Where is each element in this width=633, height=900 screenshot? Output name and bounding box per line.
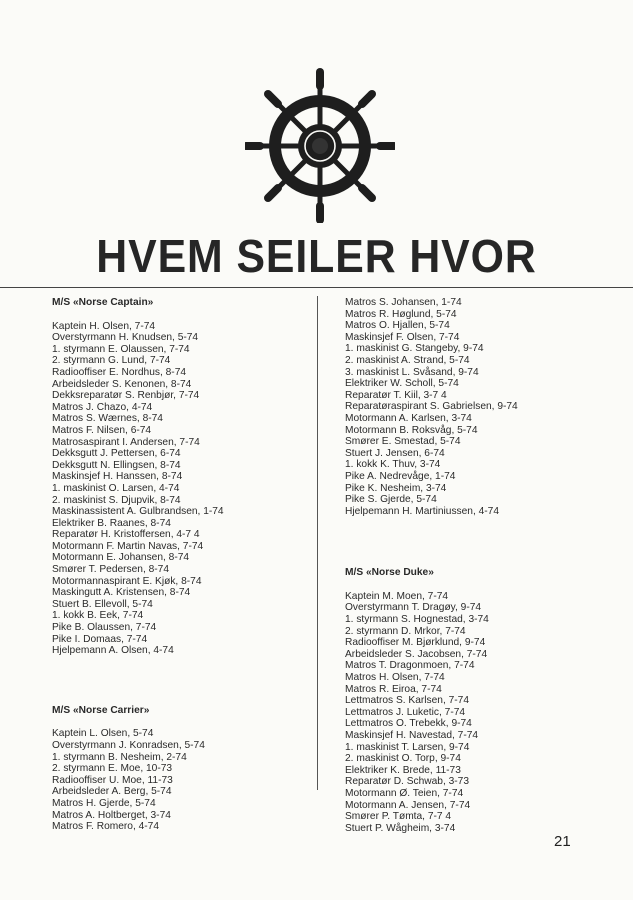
crew-entry: 1. maskinist G. Stangeby, 9-74 bbox=[345, 343, 484, 355]
crew-entry: 1. styrmann S. Hognestad, 3-74 bbox=[345, 614, 489, 626]
crew-entry: Radiooffiser U. Moe, 11-73 bbox=[52, 774, 173, 786]
crew-entry: Kaptein H. Olsen, 7-74 bbox=[52, 320, 156, 332]
crew-list-norse-carrier-cont bbox=[345, 297, 605, 517]
crew-entry: 1. kokk B. Eek, 7-74 bbox=[52, 610, 144, 622]
crew-entry: Pike I. Domaas, 7-74 bbox=[52, 633, 148, 645]
ship-heading-norse-captain: M/S «Norse Captain» bbox=[52, 297, 154, 308]
crew-entry: 3. maskinist L. Svåsand, 9-74 bbox=[345, 366, 479, 378]
crew-entry: Maskinsjef H. Navestad, 7-74 bbox=[345, 730, 479, 741]
crew-entry: 1. styrmann B. Nesheim, 2-74 bbox=[52, 751, 187, 763]
crew-entry: Overstyrmann T. Dragøy, 9-74 bbox=[345, 602, 482, 614]
crew-entry: Motormann F. Martin Navas, 7-74 bbox=[52, 540, 204, 552]
crew-entry: Pike K. Nesheim, 3-74 bbox=[345, 482, 447, 494]
crew-entry: Motormann A. Karlsen, 3-74 bbox=[345, 412, 472, 424]
crew-entry: Stuert B. Ellevoll, 5-74 bbox=[52, 598, 153, 610]
crew-entry: Matros H. Gjerde, 5-74 bbox=[52, 797, 156, 809]
crew-entry: Matrosaspirant I. Andersen, 7-74 bbox=[52, 436, 200, 448]
crew-entry: Pike S. Gjerde, 5-74 bbox=[345, 494, 437, 506]
ship-heading-norse-carrier: M/S «Norse Carrier» bbox=[52, 704, 150, 716]
crew-entry: Reparatøraspirant S. Gabrielsen, 9-74 bbox=[345, 401, 518, 413]
crew-entry: Smører P. Tømta, 7-7 4 bbox=[345, 811, 452, 823]
crew-list-norse-duke bbox=[345, 591, 605, 834]
crew-entry: 2. maskinist A. Strand, 5-74 bbox=[345, 354, 470, 366]
left-column bbox=[52, 297, 314, 833]
crew-entry: Kaptein M. Moen, 7-74 bbox=[345, 590, 449, 602]
crew-entry: Motormann Ø. Teien, 7-74 bbox=[345, 787, 464, 799]
crew-entry: Reparatør H. Kristoffersen, 4-7 4 bbox=[52, 529, 200, 541]
crew-entry: Lettmatros S. Karlsen, 7-74 bbox=[345, 695, 470, 707]
crew-entry: Dekksgutt N. Ellingsen, 8-74 bbox=[52, 459, 181, 471]
crew-entry: Smører T. Pedersen, 8-74 bbox=[52, 564, 170, 576]
crew-entry: Hjelpemann A. Olsen, 4-74 bbox=[52, 645, 174, 657]
crew-entry: Matros S. Johansen, 1-74 bbox=[345, 297, 462, 308]
crew-entry: Matros F. Romero, 4-74 bbox=[52, 821, 160, 833]
crew-entry: Elektriker K. Brede, 11-73 bbox=[345, 764, 461, 776]
crew-entry: Motormann B. Roksvåg, 5-74 bbox=[345, 424, 478, 436]
crew-entry: 2. styrmann D. Mrkor, 7-74 bbox=[345, 625, 466, 637]
crew-entry: Lettmatros O. Trebekk, 9-74 bbox=[345, 718, 472, 730]
crew-entry: Matros S. Wærnes, 8-74 bbox=[52, 413, 163, 425]
crew-entry: Motormann E. Johansen, 8-74 bbox=[52, 552, 190, 564]
crew-entry: Smører E. Smestad, 5-74 bbox=[345, 436, 461, 448]
crew-entry: Maskingutt A. Kristensen, 8-74 bbox=[52, 587, 191, 599]
crew-entry: Matros O. Hjallen, 5-74 bbox=[345, 320, 450, 332]
crew-list-norse-captain bbox=[52, 321, 314, 657]
crew-entry: Dekksgutt J. Pettersen, 6-74 bbox=[52, 448, 181, 460]
crew-entry: Radiooffiser M. Bjørklund, 9-74 bbox=[345, 637, 486, 649]
crew-entry: Stuert P. Wågheim, 3-74 bbox=[345, 822, 456, 834]
crew-entry: Maskinsjef H. Hanssen, 8-74 bbox=[52, 471, 183, 483]
crew-entry: 1. styrmann E. Olaussen, 7-74 bbox=[52, 343, 190, 355]
crew-entry: Overstyrmann J. Konradsen, 5-74 bbox=[52, 740, 205, 751]
ships-wheel-icon bbox=[245, 68, 395, 223]
crew-entry: Reparatør T. Kiil, 3-7 4 bbox=[345, 389, 447, 401]
crew-entry: Motormannaspirant E. Kjøk, 8-74 bbox=[52, 575, 202, 587]
crew-entry: Pike A. Nedrevåge, 1-74 bbox=[345, 470, 456, 482]
crew-entry: Elektriker W. Scholl, 5-74 bbox=[345, 378, 459, 390]
crew-entry: 2. maskinist S. Djupvik, 8-74 bbox=[52, 494, 181, 506]
crew-entry: 2. styrmann E. Moe, 10-73 bbox=[52, 763, 173, 775]
crew-entry: Matros T. Dragonmoen, 7-74 bbox=[345, 660, 475, 672]
page-title: HVEM SEILER HVOR bbox=[96, 230, 537, 282]
ship-heading-norse-duke: M/S «Norse Duke» bbox=[345, 567, 434, 579]
crew-entry: Matros F. Nilsen, 6-74 bbox=[52, 424, 152, 436]
crew-entry: 2. maskinist O. Torp, 9-74 bbox=[345, 753, 461, 765]
crew-list-norse-carrier bbox=[52, 728, 314, 832]
crew-entry: Matros J. Chazo, 4-74 bbox=[52, 401, 153, 413]
crew-entry: 1. kokk K. Thuv, 3-74 bbox=[345, 459, 441, 471]
crew-entry: Hjelpemann H. Martiniussen, 4-74 bbox=[345, 505, 500, 517]
crew-entry: Matros R. Høglund, 5-74 bbox=[345, 308, 457, 320]
crew-entry: Motormann A. Jensen, 7-74 bbox=[345, 799, 471, 811]
crew-entry: Pike B. Olaussen, 7-74 bbox=[52, 622, 157, 634]
crew-entry: Arbeidsleder S. Jacobsen, 7-74 bbox=[345, 648, 488, 660]
crew-entry: Maskinassistent A. Gulbrandsen, 1-74 bbox=[52, 506, 224, 518]
right-column bbox=[345, 297, 605, 834]
crew-entry: Reparatør D. Schwab, 3-73 bbox=[345, 776, 470, 788]
column-divider bbox=[317, 296, 318, 790]
crew-entry: Matros R. Eiroa, 7-74 bbox=[345, 683, 442, 695]
crew-entry: 1. maskinist O. Larsen, 4-74 bbox=[52, 482, 180, 494]
crew-entry: Overstyrmann H. Knudsen, 5-74 bbox=[52, 332, 199, 344]
crew-entry: 2. styrmann G. Lund, 7-74 bbox=[52, 355, 171, 367]
crew-entry: 1. maskinist T. Larsen, 9-74 bbox=[345, 741, 470, 753]
crew-entry: Arbeidsleder S. Kenonen, 8-74 bbox=[52, 378, 192, 390]
crew-entry: Matros A. Holtberget, 3-74 bbox=[52, 809, 171, 821]
crew-entry: Stuert J. Jensen, 6-74 bbox=[345, 447, 445, 459]
crew-entry: Kaptein L. Olsen, 5-74 bbox=[52, 728, 154, 740]
crew-entry: Maskinsjef F. Olsen, 7-74 bbox=[345, 331, 460, 343]
crew-entry: Elektriker B. Raanes, 8-74 bbox=[52, 517, 171, 529]
header-rule bbox=[0, 287, 633, 288]
page-number: 21 bbox=[554, 833, 571, 850]
crew-entry: Lettmatros J. Luketic, 7-74 bbox=[345, 706, 466, 718]
crew-entry: Arbeidsleder A. Berg, 5-74 bbox=[52, 786, 172, 798]
crew-entry: Radiooffiser E. Nordhus, 8-74 bbox=[52, 366, 187, 378]
crew-entry: Matros H. Olsen, 7-74 bbox=[345, 672, 445, 684]
crew-entry: Dekksreparatør S. Renbjør, 7-74 bbox=[52, 390, 200, 402]
